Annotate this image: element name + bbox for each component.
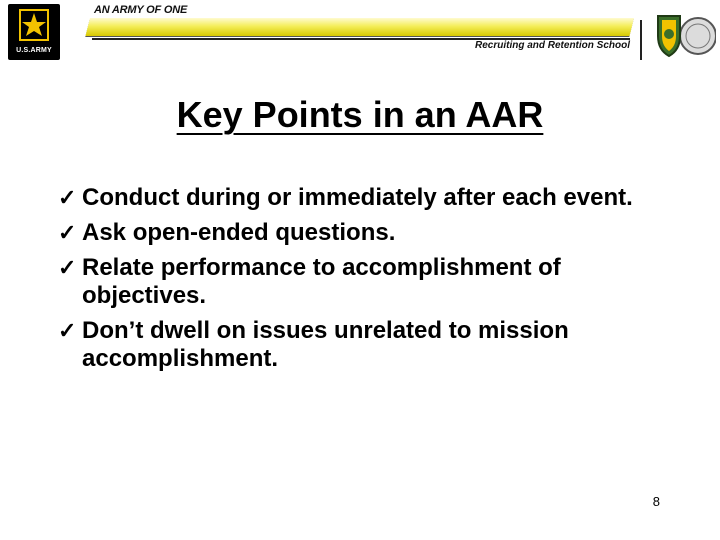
bullet-text: Conduct during or immediately after each event.	[82, 184, 633, 211]
check-icon: ✓	[58, 220, 77, 245]
check-icon: ✓	[58, 185, 77, 210]
bullet-text: Relate performance to accomplishment of objectives.	[82, 254, 561, 309]
bullet-text: Don’t dwell on issues unrelated to mission accomplishment.	[82, 317, 569, 372]
bullet-text: Ask open-ended questions.	[82, 219, 396, 246]
army-star-icon	[14, 8, 54, 44]
bullet-item	[58, 254, 658, 310]
school-seal-icon	[652, 6, 716, 66]
slide-title	[0, 94, 720, 136]
bullet-list	[58, 184, 658, 380]
bullet-item	[58, 219, 658, 247]
slide-title-text: Key Points in an AAR	[176, 94, 544, 135]
banner-tagline: AN ARMY OF ONE	[94, 4, 188, 16]
slide-header	[0, 0, 720, 72]
logo-text: U.S.ARMY	[16, 47, 52, 54]
banner-end	[632, 20, 642, 60]
banner-bar	[86, 18, 634, 36]
banner-school-name: Recruiting and Retention School	[474, 40, 630, 51]
check-icon: ✓	[58, 255, 77, 280]
bullet-item	[58, 317, 658, 373]
page-number: 8	[652, 494, 660, 509]
check-icon: ✓	[58, 318, 77, 343]
bullet-item	[58, 184, 658, 212]
us-army-logo	[8, 4, 60, 60]
